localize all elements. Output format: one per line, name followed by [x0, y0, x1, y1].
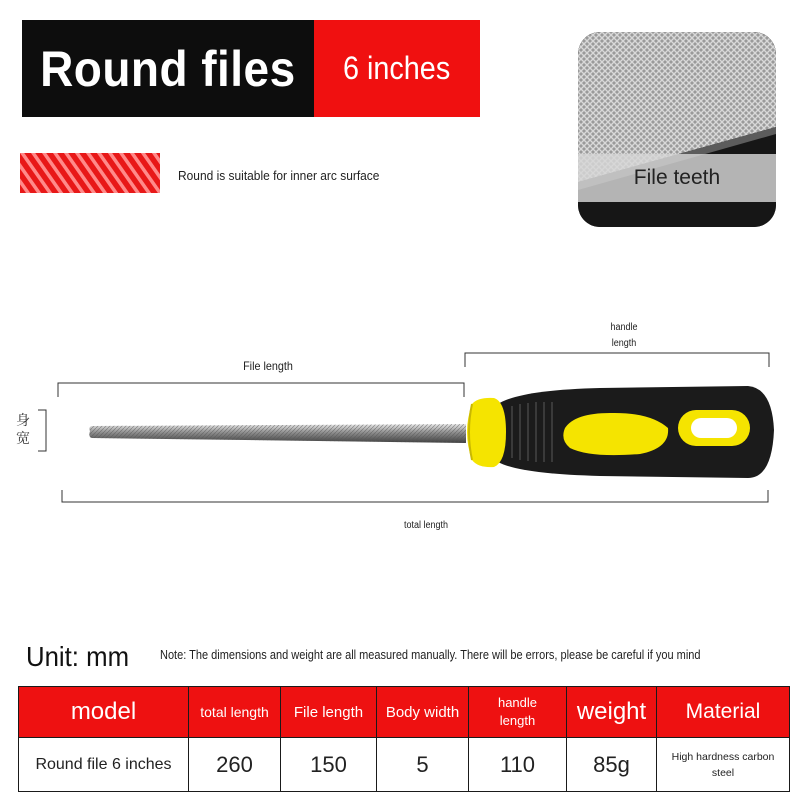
cell-file-length: 150 — [281, 738, 377, 792]
header-handle-length-line1: handle — [497, 695, 538, 710]
cell-model: Round file 6 inches — [19, 738, 189, 792]
spec-table — [18, 686, 790, 792]
header-body-width: Body width — [377, 687, 469, 738]
handle-length-bracket — [465, 353, 769, 367]
table-header-row — [19, 687, 790, 738]
cell-material-line2: steel — [711, 766, 735, 779]
body-width-label-char2: 宽 — [16, 431, 30, 447]
file-length-label: File length — [243, 359, 293, 373]
round-file-rod — [89, 424, 466, 443]
body-width-label-char1: 身 — [16, 413, 30, 429]
unit-label: Unit: mm — [26, 641, 130, 672]
cell-material — [657, 738, 790, 792]
header-model: model — [19, 687, 189, 738]
header-weight: weight — [567, 687, 657, 738]
file-teeth-photo — [578, 32, 776, 227]
header-material: Material — [657, 687, 790, 738]
total-length-bracket — [62, 490, 768, 502]
cell-weight: 85g — [567, 738, 657, 792]
handle-length-label — [597, 320, 651, 352]
product-title: Round files — [40, 40, 296, 97]
dimension-diagram — [0, 300, 800, 540]
header-file-length: File length — [281, 687, 377, 738]
table-row — [19, 738, 790, 792]
header-handle-length-line2: length — [499, 713, 536, 728]
file-length-bracket — [58, 383, 464, 397]
header-handle-length — [469, 687, 567, 738]
cell-material-line1: High hardness carbon — [671, 750, 775, 763]
total-length-label: total length — [403, 520, 449, 531]
handle-length-label-line1: handle — [610, 322, 638, 333]
size-banner — [314, 20, 480, 117]
swatch-caption: Round is suitable for inner arc surface — [178, 168, 380, 183]
product-size: 6 inches — [343, 50, 451, 86]
cell-total-length: 260 — [189, 738, 281, 792]
cell-handle-length: 110 — [469, 738, 567, 792]
title-banner — [22, 20, 314, 117]
handle-length-label-line2: length — [611, 338, 637, 349]
file-handle — [467, 386, 774, 478]
cell-body-width: 5 — [377, 738, 469, 792]
measurement-note: Note: The dimensions and weight are all measured manually. There will be errors, please be careful if you mind — [160, 648, 701, 662]
round-file-texture-swatch — [20, 153, 160, 193]
body-width-label — [16, 412, 36, 448]
header-total-length: total length — [189, 687, 281, 738]
body-width-bracket — [38, 410, 46, 451]
file-teeth-label: File teeth — [578, 154, 776, 202]
